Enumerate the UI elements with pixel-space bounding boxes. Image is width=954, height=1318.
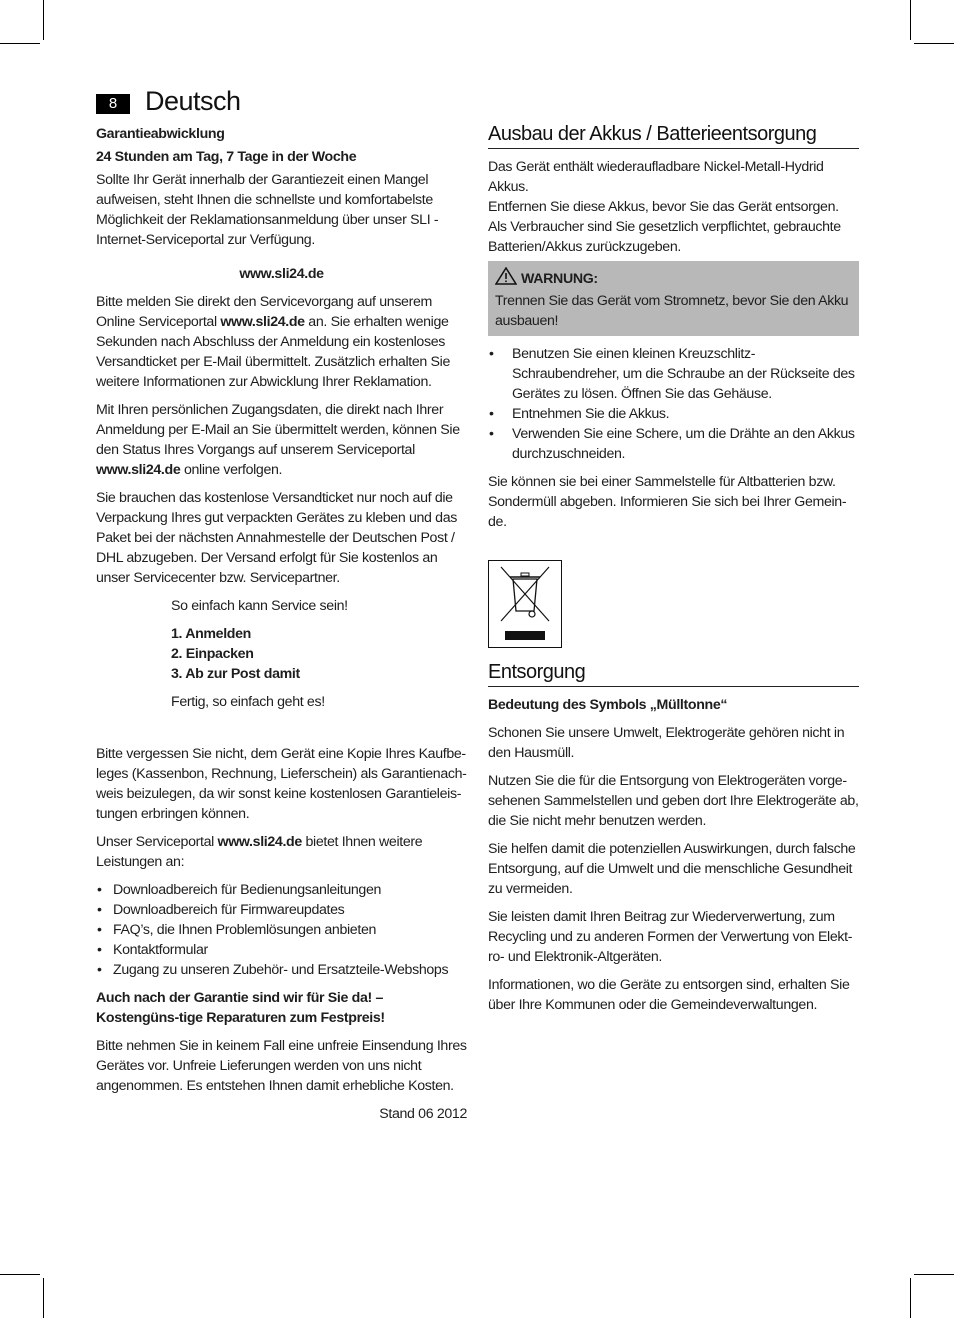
services-list	[96, 880, 467, 980]
receipt-paragraph: Bitte vergessen Sie nicht, dem Gerät eine Kopie Ihres Kaufbe-leges (Kassenbon, Rechnung, Lieferschein) als Garantienach-weis beizulegen, da wir sonst keine kostenlosen Garantieleis-tungen erbringen können.	[96, 746, 467, 822]
done-slogan: Fertig, so einfach geht es!	[171, 694, 325, 710]
portal-url[interactable]: www.sli24.de	[239, 266, 324, 282]
list-item: • Downloadbereich für Firmwareupdates	[96, 900, 467, 920]
recycling-paragraph: Sie leisten damit Ihren Beitrag zur Wiederverwertung, zum Recycling und zu anderen Formen der Verwertung von Elekt-ro- und Elektronik-Altgeräten.	[488, 909, 853, 965]
crop-mark	[910, 1278, 911, 1318]
list-item: • Verwenden Sie eine Schere, um die Drähte an den Akkus durchzuschneiden.	[488, 424, 859, 464]
warning-title: WARNUNG:	[521, 271, 598, 287]
crossed-out-wheelie-bin-icon	[488, 560, 562, 648]
service-slogan: So einfach kann Service sein!	[171, 598, 348, 614]
intro-paragraph: Sollte Ihr Gerät innerhalb der Garantiezeit einen Mangel aufweisen, steht Ihnen die schnellste und komfortabelste Möglichkeit der Reklamationsanmeldung über unser SLI - Internet-Serviceportal zur Verfügung.	[96, 172, 439, 248]
service-hours-heading: 24 Stunden am Tag, 7 Tage in der Woche	[96, 149, 357, 165]
disposal-paragraph: Sie können sie bei einer Sammelstelle für Altbatterien bzw. Sondermüll abgeben. Informieren Sie sich bei Ihrer Gemein-de.	[488, 474, 847, 530]
warning-triangle-icon	[495, 267, 517, 291]
revision-date: Stand 06 2012	[379, 1106, 467, 1122]
service-steps	[96, 624, 467, 684]
left-column	[96, 124, 467, 1132]
disposal-section-title: Entsorgung	[488, 662, 859, 687]
right-column	[488, 124, 859, 1023]
list-item: • Downloadbereich für Bedienungsanleitungen	[96, 880, 467, 900]
crop-mark	[0, 43, 40, 44]
portal-services-intro: Unser Serviceportal www.sli24.de bietet Ihnen weitere Leistungen an:	[96, 834, 423, 870]
list-item: • Benutzen Sie einen kleinen Kreuzschlitz-Schraubendreher, um die Schraube an der Rückseite des Gerätes zu lösen. Öffnen Sie das Gehäuse.	[488, 344, 859, 404]
environment-paragraph: Schonen Sie unsere Umwelt, Elektrogeräte gehören nicht in den Hausmüll.	[488, 725, 845, 761]
portal-link[interactable]: www.sli24.de	[217, 834, 302, 850]
repair-note: Auch nach der Garantie sind wir für Sie da! – Kostengüns-tige Reparaturen zum Festpreis!	[96, 990, 385, 1026]
warning-text: Trennen Sie das Gerät vom Stromnetz, bevor Sie den Akku ausbauen!	[495, 293, 849, 329]
crop-mark	[914, 1274, 954, 1275]
warranty-heading: Garantieabwicklung	[96, 126, 225, 142]
crop-mark	[0, 1274, 40, 1275]
list-item: • Entnehmen Sie die Akkus.	[488, 404, 859, 424]
battery-section-title: Ausbau der Akkus / Batterieentsorgung	[488, 124, 859, 149]
step-item: 1. Anmelden	[171, 626, 251, 642]
crop-mark	[43, 0, 44, 40]
removal-steps	[488, 344, 859, 464]
list-item: • Zugang zu unseren Zubehör- und Ersatzteile-Webshops	[96, 960, 467, 980]
language-title: Deutsch	[145, 86, 241, 116]
page-number: 8	[96, 94, 130, 114]
list-item: • FAQ’s, die Ihnen Problemlösungen anbieten	[96, 920, 467, 940]
step-item: 3. Ab zur Post damit	[171, 666, 300, 682]
shipping-paragraph: Sie brauchen das kostenlose Versandticket nur noch auf die Verpackung Ihres gut verpackten Gerätes zu kleben und das Paket bei der nächsten Annahmestelle der Deutschen Post / DHL abzugeben. Der Versand erfolgt für Sie kostenlos an unser Servicecenter bzw. Servicepartner.	[96, 490, 457, 586]
step-item: 2. Einpacken	[171, 646, 254, 662]
battery-intro: Das Gerät enthält wiederaufladbare Nickel-Metall-Hydrid Akkus. Entfernen Sie diese Akkus, bevor Sie das Gerät entsorgen. Als Verbraucher sind Sie gesetzlich verpflichtet, gebrauchte Batterien/Akkus zurückzugeben.	[488, 159, 841, 255]
list-item: • Kontaktformular	[96, 940, 467, 960]
crop-mark	[43, 1278, 44, 1318]
unpaid-shipping-paragraph: Bitte nehmen Sie in keinem Fall eine unfreie Einsendung Ihres Gerätes vor. Unfreie Lieferungen werden von uns nicht angenommen. Es entstehen Ihnen damit erhebliche Kosten.	[96, 1038, 467, 1094]
registration-paragraph: Bitte melden Sie direkt den Servicevorgang auf unserem Online Serviceportal www.sli24.de an. Sie erhalten wenige Sekunden nach Abschluss der Anmeldung ein kostenloses Versandticket per E-Mail übermittelt. Zusätzlich erhalten Sie weitere Informationen zur Abwicklung Ihrer Reklamation.	[96, 294, 450, 390]
information-paragraph: Informationen, wo die Geräte zu entsorgen sind, erhalten Sie über Ihre Kommunen oder die Gemeindeverwaltungen.	[488, 977, 850, 1013]
crop-mark	[910, 0, 911, 40]
portal-link[interactable]: www.sli24.de	[96, 462, 181, 478]
symbol-meaning-subtitle: Bedeutung des Symbols „Mülltonne“	[488, 697, 728, 713]
status-paragraph: Mit Ihren persönlichen Zugangsdaten, die direkt nach Ihrer Anmeldung per E-Mail an Sie übermittelt werden, können Sie den Status Ihres Vorgangs auf unserem Serviceportal www.sli24.de online verfolgen.	[96, 402, 460, 478]
health-paragraph: Sie helfen damit die potenziellen Auswirkungen, durch falsche Entsorgung, auf die Umwelt und die menschliche Gesundheit zu vermeiden.	[488, 841, 856, 897]
warning-box	[488, 261, 859, 336]
crop-mark	[914, 43, 954, 44]
collection-paragraph: Nutzen Sie die für die Entsorgung von Elektrogeräten vorge-sehenen Sammelstellen und geben dort Ihre Elektrogeräte ab, die Sie nicht mehr benutzen werden.	[488, 773, 859, 829]
portal-link[interactable]: www.sli24.de	[220, 314, 305, 330]
